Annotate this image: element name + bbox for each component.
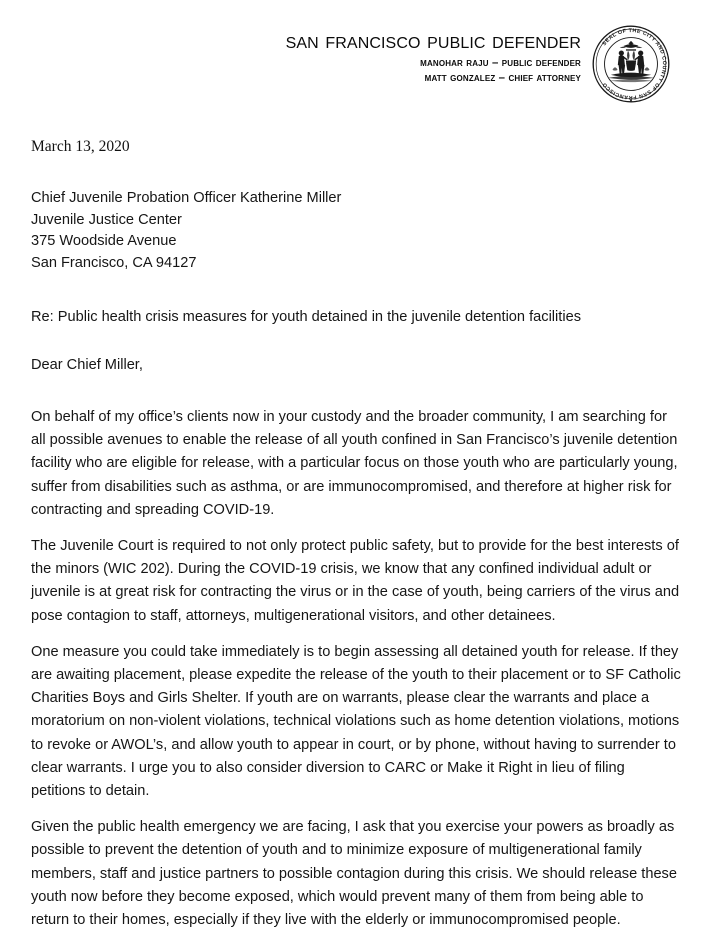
letter-body <box>31 137 683 945</box>
salutation: Dear Chief Miller, <box>31 357 143 373</box>
recipient-organization: Juvenile Justice Center <box>31 211 182 228</box>
subject-line: Re: Public health crisis measures for youth detained in the juvenile detention facilities <box>31 309 582 325</box>
body-paragraph: One measure you could take immediately is to begin assessing all detained youth for release. If they are awaiting placement, please expedite the release of the youth to their placement or to SF Catholic Charities Boys and Girls Shelter. If youth are on warrants, please clear the warrants and place a moratorium on non-violent violations, technical violations such as home detention violations, motions to revoke or AWOL’s, and allow youth to appear in court, or by phone, without having to surrender to clear warrants. I urge you to also consider diversion to CARC or Make it Right in lieu of filing petitions to detain. <box>31 643 681 800</box>
recipient-address-block <box>31 188 683 274</box>
svg-text:SEAL OF THE CITY AND COUNTY OF: SEAL OF THE CITY AND COUNTY OF SAN FRANCISCO <box>601 28 667 100</box>
letterhead <box>31 28 689 114</box>
recipient-name: Chief Juvenile Probation Officer Katherine Miller <box>31 190 342 206</box>
body-paragraph: The Juvenile Court is required to not only protect public safety, but to provide for the best interests of the minors (WIC 202). During the COVID-19 crisis, we know that any confined individual adult or juvenile is at great risk for contracting the virus or in the case of youth, being carriers of the virus and pose contagion to staff, attorneys, multigenerational visitors, and other detainees. <box>31 538 680 624</box>
letter-date: March 13, 2020 <box>31 138 130 155</box>
recipient-city-state-zip: San Francisco, CA 94127 <box>31 254 197 271</box>
city-county-seal-icon <box>589 22 673 106</box>
public-defender-name: manohar raju – public defender <box>420 56 581 69</box>
body-paragraph: On behalf of my office’s clients now in your custody and the broader community, I am searching for all possible avenues to enable the release of all youth confined in San Francisco’s juvenile detention facility who are eligible for release, with a particular focus on those youth who are particularly young, suffer from disabilities such as asthma, or are immunocompromised, and therefore at higher risk for contracting and spreading COVID-19. <box>31 409 678 518</box>
body-paragraph: Given the public health emergency we are facing, I ask that you exercise your powers as broadly as possible to prevent the detention of youth and to minimize exposure of multigenerational family members, staff and justice partners to possible contagion during this crisis. We should release these youth now before they become exposed, which would prevent many of them from being able to return to their homes, especially if they live with the elderly or immunocompromised people. <box>31 819 677 929</box>
letterhead-text-block <box>286 28 581 86</box>
organization-title: san francisco public defender <box>285 27 581 53</box>
chief-attorney-name: matt gonzalez – chief attorney <box>424 71 581 84</box>
recipient-street: 375 Woodside Avenue <box>31 233 177 249</box>
